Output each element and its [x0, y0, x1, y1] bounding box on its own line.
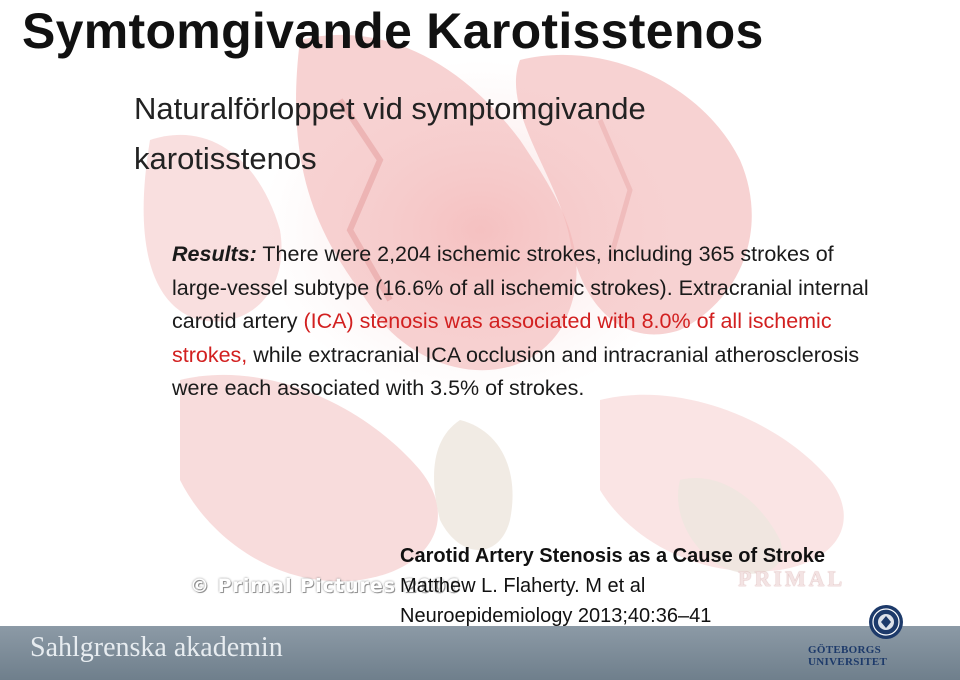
- results-text-2: while extracranial ICA occlusion and intracranial atherosclerosis were each associated with 3.5% of strokes.: [172, 342, 860, 400]
- results-highlight: (ICA) stenosis was associated with 8.0% of all ischemic strokes,: [172, 309, 832, 367]
- sahlgrenska-logo-text: Sahlgrenska akademin: [30, 632, 283, 663]
- results-paragraph: [172, 238, 872, 406]
- citation-journal: Neuroepidemiology 2013;40:36–41: [400, 605, 712, 627]
- results-lead: Results:: [172, 242, 257, 266]
- citation-title: Carotid Artery Stenosis as a Cause of Stroke: [400, 545, 825, 567]
- results-text-1: There were 2,204 ischemic strokes, including 365 strokes of large-vessel subtype (16.6% of all ischemic strokes). Extracranial internal carotid artery: [172, 242, 869, 333]
- slide-title: Symtomgivande Karotisstenos: [22, 3, 764, 59]
- subtitle-line-2: karotisstenos: [134, 141, 317, 176]
- university-name: GÖTEBORGS UNIVERSITET: [808, 644, 888, 668]
- citation-authors: Matthew L. Flaherty. M et al: [400, 575, 646, 597]
- university-seal-icon: [868, 604, 904, 640]
- subtitle-line-1: Naturalförloppet vid symptomgivande: [134, 91, 646, 126]
- slide-subtitle: [134, 84, 894, 184]
- primal-logo: PRIMAL: [738, 566, 846, 591]
- primal-pictures-watermark: © Primal Pictures 2006: [190, 575, 461, 597]
